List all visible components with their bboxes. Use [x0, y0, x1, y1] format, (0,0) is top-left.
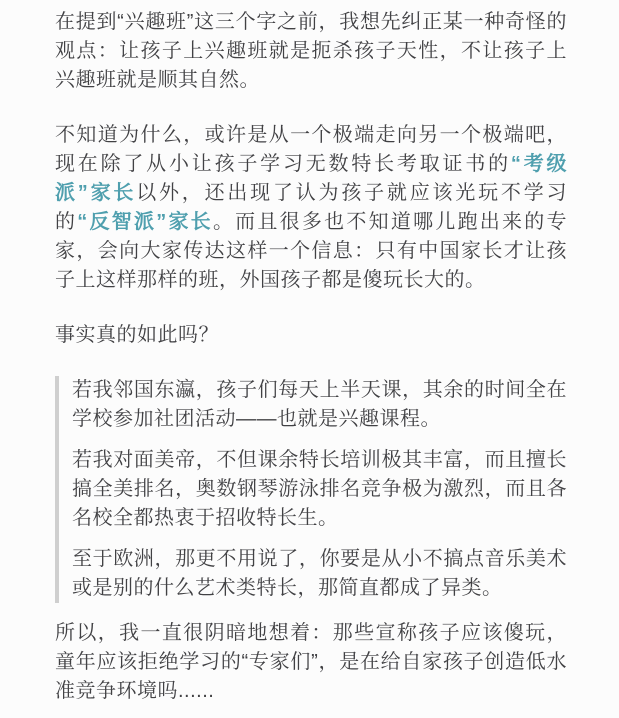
blockquote [55, 376, 567, 603]
quote-paragraph-japan: 若我邻国东瀛，孩子们每天上半天课，其余的时间全在学校参加社团活动——也就是兴趣课程。 [72, 379, 567, 430]
paragraph-intro: 在提到“兴趣班”这三个字之前，我想先纠正某一种奇怪的观点：让孩子上兴趣班就是扼杀孩子天性，不让孩子上兴趣班就是顺其自然。 [55, 11, 567, 91]
quote-paragraph-usa: 若我对面美帝，不但课余特长培训极其丰富，而且擅长搞全美排名，奥数钢琴游泳排名竞争极为激烈，而且各名校全都热衷于招收特长生。 [72, 449, 567, 529]
paragraph-extremes-text-3: 。而且很多也不知道哪儿跑出来的专家，会向大家传达这样一个信息：只有中国家长才让孩子上这样那样的班，外国孩子都是傻玩长大的。 [55, 211, 568, 291]
paragraph-conclusion: 所以，我一直很阴暗地想着：那些宣称孩子应该傻玩，童年应该拒绝学习的“专家们”，是在给自家孩子创造低水准竞争环境吗...... [55, 622, 567, 702]
paragraph-extremes-text-1: 不知道为什么，或许是从一个极端走向另一个极端吧，现在除了从小让孩子学习无数特长考取证书的 [55, 124, 567, 175]
quote-paragraph-europe: 至于欧洲，那更不用说了，你要是从小不搞点音乐美术或是别的什么艺术类特长，那简直都成了异类。 [72, 548, 567, 599]
paragraph-question: 事实真的如此吗？ [55, 324, 219, 346]
accent-text-kaojipai: “考级派”家长 [55, 153, 568, 204]
accent-text-fanzhipai: “反智派”家长 [77, 211, 213, 233]
paragraph-extremes-text-2: 以外，还出现了认为孩子就应该光玩不学习的 [55, 182, 568, 233]
paragraph-extremes [55, 121, 567, 295]
